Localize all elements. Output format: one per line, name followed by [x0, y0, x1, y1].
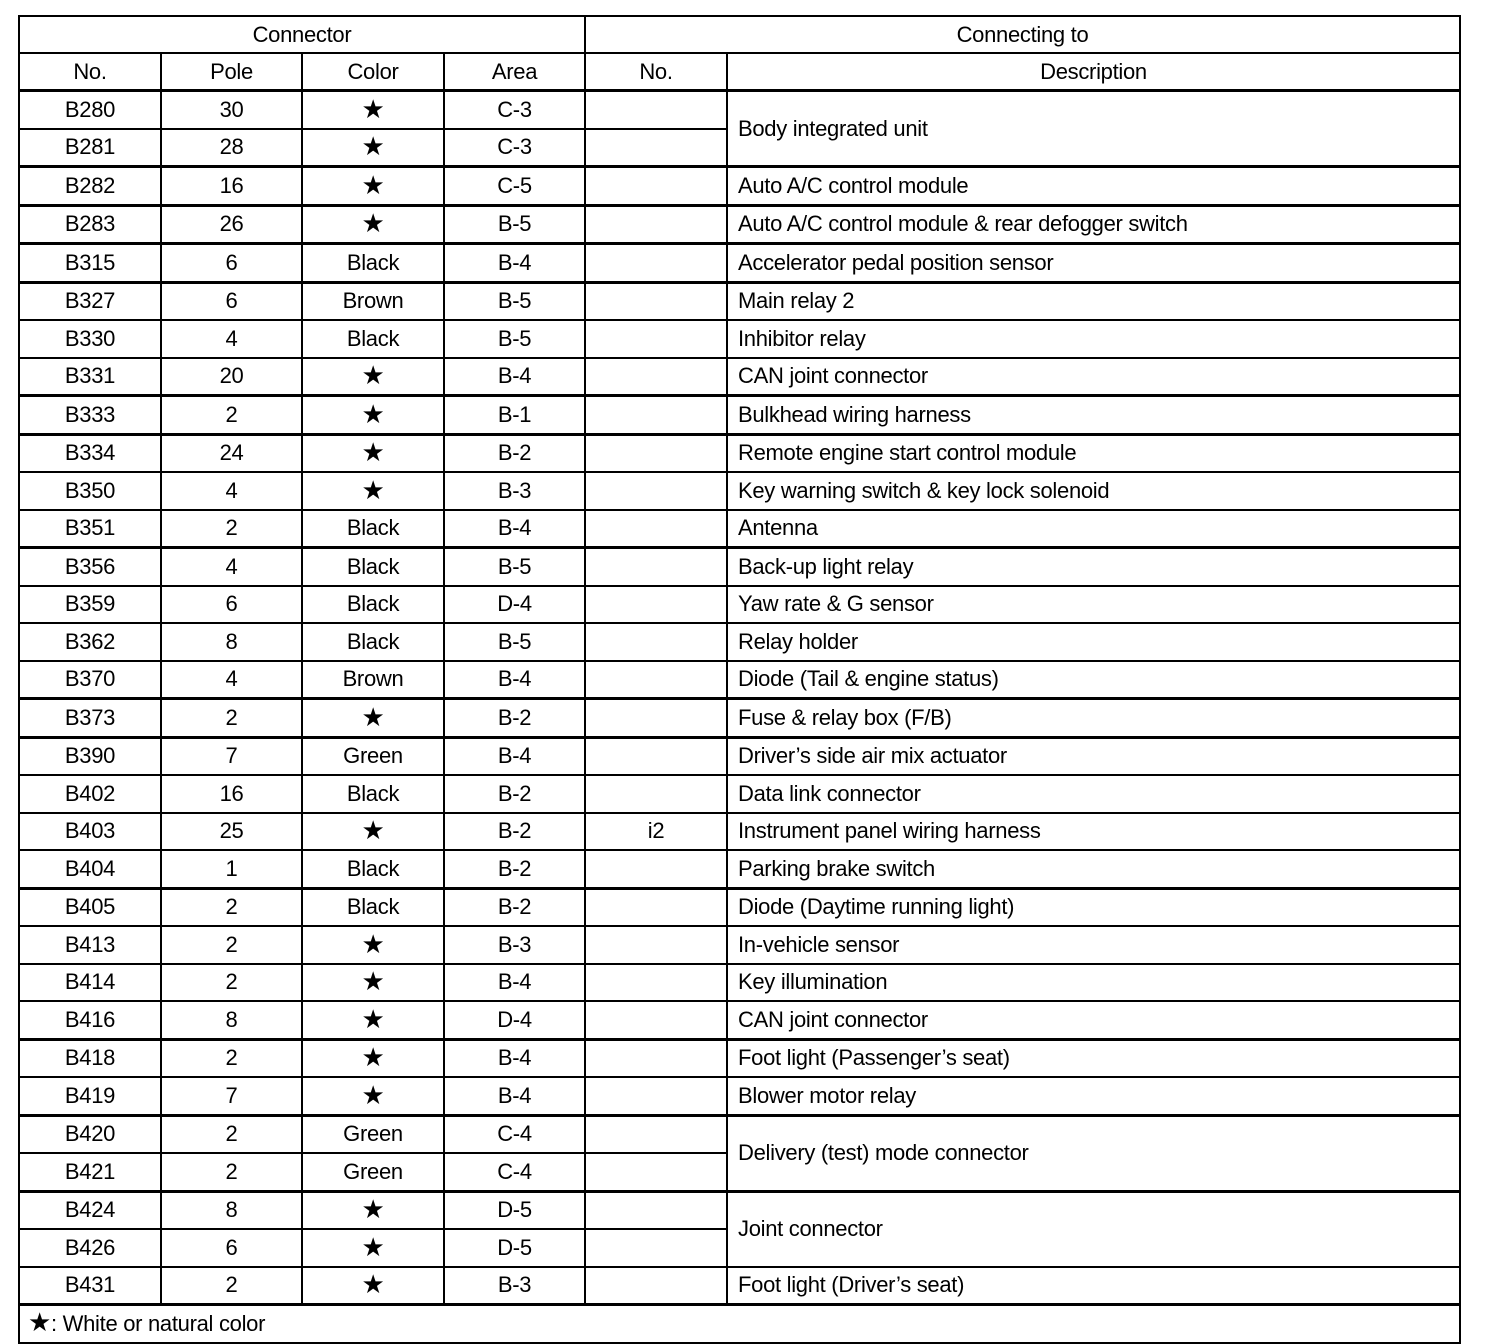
cell-description: Auto A/C control module	[727, 167, 1460, 206]
cell-description: Parking brake switch	[727, 850, 1460, 888]
cell-connecting-no	[585, 623, 727, 661]
cell-connector-no: B331	[19, 358, 161, 396]
table-row	[19, 888, 1460, 926]
cell-connecting-no	[585, 91, 727, 129]
cell-description: Delivery (test) mode connector	[727, 1115, 1460, 1191]
cell-pole: 6	[161, 282, 302, 320]
cell-pole: 2	[161, 926, 302, 964]
column-header-no: No.	[19, 53, 161, 91]
cell-connector-no: B414	[19, 964, 161, 1002]
cell-description: Data link connector	[727, 775, 1460, 813]
table-row	[19, 91, 1460, 129]
cell-connecting-no	[585, 205, 727, 244]
star-icon: ★	[28, 1308, 52, 1339]
cell-pole: 30	[161, 91, 302, 129]
cell-pole: 8	[161, 1191, 302, 1229]
cell-area: B-2	[444, 699, 585, 738]
table-row	[19, 358, 1460, 396]
table-row	[19, 850, 1460, 888]
cell-connector-no: B426	[19, 1229, 161, 1267]
cell-connecting-no	[585, 850, 727, 888]
table-row	[19, 1115, 1460, 1153]
cell-pole: 2	[161, 699, 302, 738]
cell-pole: 2	[161, 1039, 302, 1077]
cell-connector-no: B416	[19, 1001, 161, 1039]
group-header-connecting-to: Connecting to	[585, 16, 1460, 53]
cell-connector-no: B351	[19, 510, 161, 548]
cell-area: C-5	[444, 167, 585, 206]
table-row	[19, 434, 1460, 472]
cell-color: Black	[302, 775, 444, 813]
cell-description: Body integrated unit	[727, 91, 1460, 167]
cell-area: B-4	[444, 510, 585, 548]
cell-connecting-no	[585, 1191, 727, 1229]
cell-connector-no: B280	[19, 91, 161, 129]
cell-area: B-4	[444, 661, 585, 699]
cell-description: Diode (Tail & engine status)	[727, 661, 1460, 699]
star-icon: ★	[302, 1001, 444, 1039]
cell-description: Diode (Daytime running light)	[727, 888, 1460, 926]
table-body	[19, 91, 1460, 1305]
cell-area: B-4	[444, 1077, 585, 1115]
column-header-row	[19, 53, 1460, 91]
star-icon: ★	[302, 167, 444, 206]
cell-connector-no: B419	[19, 1077, 161, 1115]
cell-description: Inhibitor relay	[727, 320, 1460, 358]
cell-area: C-4	[444, 1153, 585, 1191]
table-row	[19, 1039, 1460, 1077]
star-icon: ★	[302, 396, 444, 435]
group-header-connector: Connector	[19, 16, 585, 53]
star-icon: ★	[302, 472, 444, 510]
cell-pole: 8	[161, 623, 302, 661]
cell-connector-no: B421	[19, 1153, 161, 1191]
cell-pole: 20	[161, 358, 302, 396]
table-row	[19, 396, 1460, 435]
cell-pole: 4	[161, 472, 302, 510]
cell-area: B-2	[444, 775, 585, 813]
star-icon: ★	[302, 358, 444, 396]
cell-color: Green	[302, 737, 444, 775]
table-row	[19, 472, 1460, 510]
cell-pole: 2	[161, 1267, 302, 1305]
cell-description: Relay holder	[727, 623, 1460, 661]
cell-description: Fuse & relay box (F/B)	[727, 699, 1460, 738]
cell-color: Green	[302, 1115, 444, 1153]
cell-pole: 2	[161, 1153, 302, 1191]
cell-area: B-5	[444, 320, 585, 358]
table-row	[19, 1001, 1460, 1039]
table-row	[19, 699, 1460, 738]
cell-area: B-5	[444, 623, 585, 661]
cell-color: Black	[302, 888, 444, 926]
cell-description: In-vehicle sensor	[727, 926, 1460, 964]
cell-connecting-no	[585, 661, 727, 699]
star-icon: ★	[302, 1229, 444, 1267]
cell-connecting-no	[585, 737, 727, 775]
cell-connecting-no	[585, 167, 727, 206]
cell-description: CAN joint connector	[727, 358, 1460, 396]
cell-area: C-3	[444, 91, 585, 129]
table-row	[19, 1191, 1460, 1229]
cell-connecting-no	[585, 434, 727, 472]
cell-description: Back-up light relay	[727, 548, 1460, 586]
cell-connecting-no	[585, 472, 727, 510]
cell-connector-no: B413	[19, 926, 161, 964]
cell-color: Black	[302, 510, 444, 548]
cell-pole: 16	[161, 167, 302, 206]
cell-description: Key warning switch & key lock solenoid	[727, 472, 1460, 510]
cell-area: B-5	[444, 548, 585, 586]
cell-area: C-4	[444, 1115, 585, 1153]
cell-description: Bulkhead wiring harness	[727, 396, 1460, 435]
cell-pole: 2	[161, 510, 302, 548]
table-row	[19, 813, 1460, 851]
star-icon: ★	[302, 699, 444, 738]
cell-connecting-no	[585, 1115, 727, 1153]
cell-pole: 7	[161, 1077, 302, 1115]
cell-connector-no: B315	[19, 244, 161, 283]
cell-description: Driver’s side air mix actuator	[727, 737, 1460, 775]
cell-color: Black	[302, 244, 444, 283]
cell-connector-no: B404	[19, 850, 161, 888]
cell-color: Black	[302, 548, 444, 586]
cell-pole: 2	[161, 396, 302, 435]
legend	[19, 1305, 1460, 1343]
table-row	[19, 320, 1460, 358]
cell-area: B-2	[444, 813, 585, 851]
table-row	[19, 964, 1460, 1002]
column-header-pole: Pole	[161, 53, 302, 91]
column-header-description: Description	[727, 53, 1460, 91]
cell-area: B-2	[444, 888, 585, 926]
star-icon: ★	[302, 1267, 444, 1305]
cell-area: B-4	[444, 358, 585, 396]
cell-area: B-4	[444, 964, 585, 1002]
cell-area: B-2	[444, 434, 585, 472]
star-icon: ★	[302, 91, 444, 129]
cell-color: Brown	[302, 282, 444, 320]
cell-connector-no: B281	[19, 129, 161, 167]
cell-area: D-4	[444, 586, 585, 624]
cell-area: B-3	[444, 472, 585, 510]
cell-area: D-5	[444, 1191, 585, 1229]
star-icon: ★	[302, 434, 444, 472]
table-row	[19, 1077, 1460, 1115]
group-header-row	[19, 16, 1460, 53]
star-icon: ★	[302, 813, 444, 851]
cell-connector-no: B373	[19, 699, 161, 738]
cell-connecting-no	[585, 510, 727, 548]
cell-description: Auto A/C control module & rear defogger switch	[727, 205, 1460, 244]
cell-pole: 28	[161, 129, 302, 167]
cell-connecting-no	[585, 964, 727, 1002]
cell-connector-no: B418	[19, 1039, 161, 1077]
table-row	[19, 586, 1460, 624]
cell-area: B-4	[444, 737, 585, 775]
cell-pole: 6	[161, 1229, 302, 1267]
cell-color: Black	[302, 320, 444, 358]
cell-pole: 26	[161, 205, 302, 244]
cell-description: Instrument panel wiring harness	[727, 813, 1460, 851]
legend-text: : White or natural color	[51, 1311, 266, 1337]
cell-connector-no: B350	[19, 472, 161, 510]
cell-color: Black	[302, 850, 444, 888]
cell-connecting-no	[585, 1229, 727, 1267]
cell-description: Foot light (Passenger’s seat)	[727, 1039, 1460, 1077]
cell-description: Main relay 2	[727, 282, 1460, 320]
cell-connecting-no: i2	[585, 813, 727, 851]
cell-connector-no: B334	[19, 434, 161, 472]
cell-connector-no: B390	[19, 737, 161, 775]
star-icon: ★	[302, 1077, 444, 1115]
cell-connector-no: B283	[19, 205, 161, 244]
legend-row	[19, 1305, 1460, 1343]
cell-color: Brown	[302, 661, 444, 699]
cell-area: D-4	[444, 1001, 585, 1039]
cell-connecting-no	[585, 244, 727, 283]
cell-description: Antenna	[727, 510, 1460, 548]
cell-description: Remote engine start control module	[727, 434, 1460, 472]
cell-connecting-no	[585, 1001, 727, 1039]
cell-pole: 24	[161, 434, 302, 472]
cell-connector-no: B403	[19, 813, 161, 851]
star-icon: ★	[302, 1191, 444, 1229]
table-row	[19, 167, 1460, 206]
table-row	[19, 737, 1460, 775]
cell-connecting-no	[585, 1153, 727, 1191]
table-row	[19, 510, 1460, 548]
cell-connecting-no	[585, 699, 727, 738]
cell-pole: 1	[161, 850, 302, 888]
cell-connecting-no	[585, 1267, 727, 1305]
cell-color: Green	[302, 1153, 444, 1191]
connector-table	[18, 15, 1461, 1344]
cell-area: D-5	[444, 1229, 585, 1267]
cell-area: B-3	[444, 1267, 585, 1305]
cell-pole: 16	[161, 775, 302, 813]
cell-connector-no: B359	[19, 586, 161, 624]
cell-connecting-no	[585, 586, 727, 624]
cell-connector-no: B424	[19, 1191, 161, 1229]
cell-description: Key illumination	[727, 964, 1460, 1002]
cell-area: B-4	[444, 244, 585, 283]
cell-description: Blower motor relay	[727, 1077, 1460, 1115]
star-icon: ★	[302, 964, 444, 1002]
column-header-color: Color	[302, 53, 444, 91]
cell-connector-no: B330	[19, 320, 161, 358]
star-icon: ★	[302, 129, 444, 167]
cell-pole: 2	[161, 1115, 302, 1153]
table-row	[19, 244, 1460, 283]
cell-pole: 2	[161, 964, 302, 1002]
cell-connecting-no	[585, 396, 727, 435]
column-header-conn-no: No.	[585, 53, 727, 91]
table-row	[19, 661, 1460, 699]
cell-pole: 4	[161, 320, 302, 358]
cell-connector-no: B362	[19, 623, 161, 661]
cell-description: CAN joint connector	[727, 1001, 1460, 1039]
cell-area: C-3	[444, 129, 585, 167]
cell-area: B-4	[444, 1039, 585, 1077]
cell-pole: 25	[161, 813, 302, 851]
cell-connecting-no	[585, 320, 727, 358]
cell-description: Yaw rate & G sensor	[727, 586, 1460, 624]
star-icon: ★	[302, 1039, 444, 1077]
cell-connector-no: B282	[19, 167, 161, 206]
cell-connecting-no	[585, 888, 727, 926]
cell-area: B-3	[444, 926, 585, 964]
cell-pole: 4	[161, 661, 302, 699]
cell-area: B-5	[444, 282, 585, 320]
star-icon: ★	[302, 205, 444, 244]
cell-description: Accelerator pedal position sensor	[727, 244, 1460, 283]
cell-pole: 4	[161, 548, 302, 586]
cell-connector-no: B333	[19, 396, 161, 435]
cell-color: Black	[302, 586, 444, 624]
cell-pole: 2	[161, 888, 302, 926]
table-row	[19, 205, 1460, 244]
cell-description: Foot light (Driver’s seat)	[727, 1267, 1460, 1305]
table-row	[19, 282, 1460, 320]
cell-connector-no: B356	[19, 548, 161, 586]
cell-connecting-no	[585, 1077, 727, 1115]
cell-area: B-2	[444, 850, 585, 888]
table-row	[19, 548, 1460, 586]
star-icon: ★	[302, 926, 444, 964]
cell-pole: 6	[161, 244, 302, 283]
cell-pole: 8	[161, 1001, 302, 1039]
cell-connecting-no	[585, 548, 727, 586]
cell-area: B-1	[444, 396, 585, 435]
cell-color: Black	[302, 623, 444, 661]
cell-pole: 7	[161, 737, 302, 775]
column-header-area: Area	[444, 53, 585, 91]
table-row	[19, 1267, 1460, 1305]
cell-connector-no: B370	[19, 661, 161, 699]
cell-connector-no: B327	[19, 282, 161, 320]
cell-connector-no: B402	[19, 775, 161, 813]
table-row	[19, 775, 1460, 813]
cell-pole: 6	[161, 586, 302, 624]
cell-connecting-no	[585, 282, 727, 320]
cell-area: B-5	[444, 205, 585, 244]
cell-connecting-no	[585, 775, 727, 813]
table-row	[19, 926, 1460, 964]
cell-connector-no: B420	[19, 1115, 161, 1153]
cell-connecting-no	[585, 926, 727, 964]
cell-connecting-no	[585, 129, 727, 167]
cell-connector-no: B405	[19, 888, 161, 926]
cell-connecting-no	[585, 1039, 727, 1077]
table-row	[19, 623, 1460, 661]
cell-connecting-no	[585, 358, 727, 396]
cell-connector-no: B431	[19, 1267, 161, 1305]
cell-description: Joint connector	[727, 1191, 1460, 1267]
